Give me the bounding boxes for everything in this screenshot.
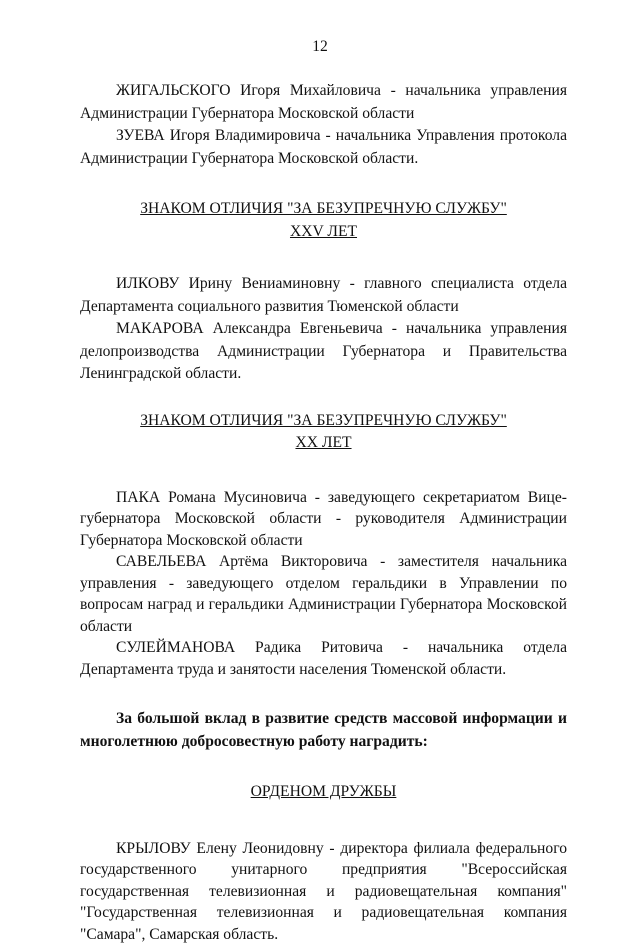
award-heading — [80, 410, 567, 433]
award-intro-paragraph: За большой вклад в развитие средств массовой информации и многолетнюю добросовестную работу наградить: — [80, 708, 567, 753]
award-recipient-paragraph: ЖИГАЛЬСКОГО Игоря Михайловича - начальника управления Администрации Губернатора Московской области — [80, 80, 567, 125]
award-recipient-paragraph: ЗУЕВА Игоря Владимировича - начальника Управления протокола Администрации Губернатора Московской области. — [80, 125, 567, 170]
award-recipient-paragraph: КРЫЛОВУ Елену Леонидовну - директора филиала федерального государственного унитарного предприятия "Всероссийская государственная телевизионная и радиовещательная компания" "Государственная телевизионная и радиовещательная компания "Самара", Самарская область. — [80, 838, 567, 945]
award-recipient-paragraph: ПАКА Романа Мусиновича - заведующего секретариатом Вице-губернатора Московской области - руководителя Администрации Губернатора Московской области — [80, 487, 567, 552]
award-recipient-paragraph: СУЛЕЙМАНОВА Радика Ритовича - начальника отдела Департамента труда и занятости населения Тюменской области. — [80, 637, 567, 680]
award-heading-years — [80, 221, 567, 244]
award-heading-line: ОРДЕНОМ ДРУЖБЫ — [251, 783, 397, 800]
award-heading-line: ЗНАКОМ ОТЛИЧИЯ "ЗА БЕЗУПРЕЧНУЮ СЛУЖБУ" — [140, 412, 507, 429]
award-heading-line: XX ЛЕТ — [295, 434, 351, 451]
award-heading-line: XXV ЛЕТ — [290, 223, 357, 240]
award-heading-years — [80, 432, 567, 455]
award-recipient-paragraph: МАКАРОВА Александра Евгеньевича - начальника управления делопроизводства Администрации Губернатора и Правительства Ленинградской области. — [80, 318, 567, 386]
award-heading-line: ЗНАКОМ ОТЛИЧИЯ "ЗА БЕЗУПРЕЧНУЮ СЛУЖБУ" — [140, 200, 507, 217]
document-body — [80, 80, 567, 945]
page-number: 12 — [0, 36, 640, 59]
award-recipient-paragraph: САВЕЛЬЕВА Артёма Викторовича - заместителя начальника управления - заведующего отделом геральдики в Управлении по вопросам наград и геральдики Администрации Губернатора Московской области — [80, 551, 567, 637]
award-heading — [80, 198, 567, 221]
award-recipient-paragraph: ИЛКОВУ Ирину Вениаминовну - главного специалиста отдела Департамента социального развития Тюменской области — [80, 273, 567, 318]
award-heading — [80, 781, 567, 804]
